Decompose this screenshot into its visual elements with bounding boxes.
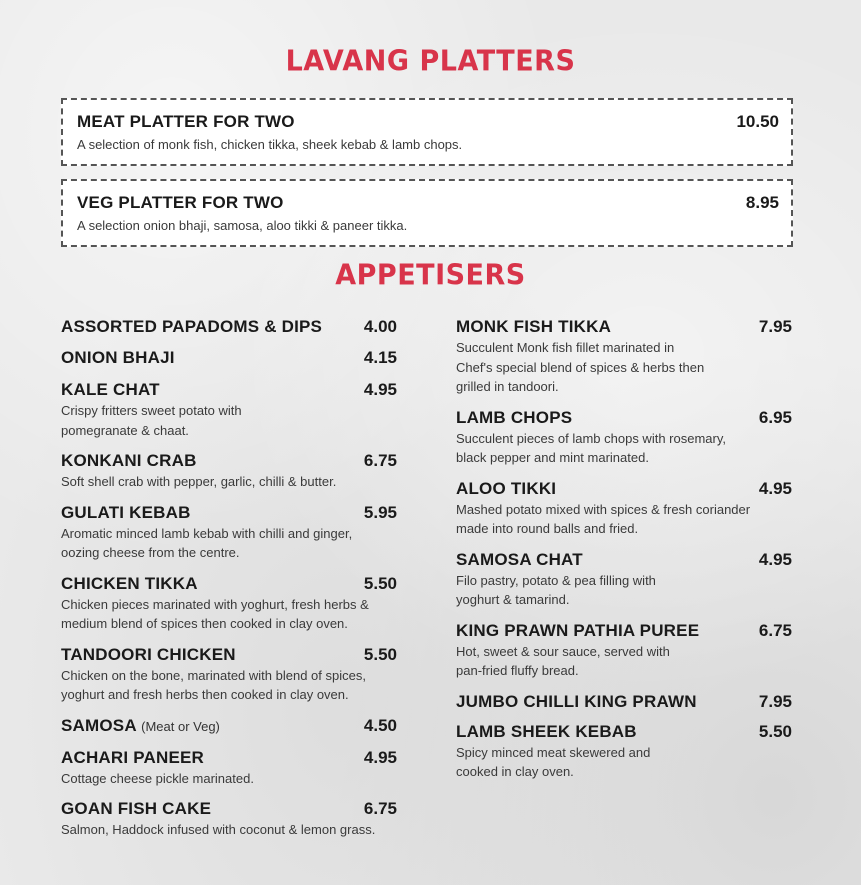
- item-name: [456, 691, 792, 712]
- item-name-text: ALOO TIKKI: [456, 478, 557, 498]
- item-description: Succulent Monk fish fillet marinated in Chef's special blend of spices & herbs then grilled in tandoori.: [456, 340, 705, 394]
- item-name: [456, 407, 792, 428]
- item-price: 4.95: [363, 380, 397, 399]
- item-name-text: KALE CHAT: [61, 380, 160, 399]
- item-description: Soft shell crab with pepper, garlic, chilli & butter.: [61, 474, 337, 489]
- item-description: Hot, sweet & sour sauce, served with pan-fried fluffy bread.: [456, 643, 670, 678]
- item-name: [456, 316, 792, 337]
- menu-item: [61, 379, 397, 440]
- item-price: 4.15: [363, 348, 397, 367]
- menu-item: [456, 316, 792, 397]
- item-name-text: LAMB CHOPS: [456, 407, 573, 427]
- item-name: [61, 747, 397, 768]
- item-name: [61, 798, 397, 819]
- item-name-text: JUMBO CHILLI KING PRAWN: [456, 691, 697, 711]
- item-description: Mashed potato mixed with spices & fresh coriander made into round balls and fried.: [456, 501, 751, 536]
- item-name: [456, 620, 792, 641]
- menu-item: [456, 407, 792, 468]
- item-name-text: KING PRAWN PATHIA PUREE: [456, 620, 700, 640]
- item-description: Chicken on the bone, marinated with blend of spices, yoghurt and fresh herbs then cooked in clay oven.: [61, 667, 366, 702]
- item-name-text: GULATI KEBAB: [61, 502, 191, 522]
- item-name: [61, 379, 397, 400]
- item-description: Spicy minced meat skewered and cooked in clay oven.: [456, 744, 651, 779]
- item-price: 4.95: [758, 549, 792, 569]
- platters-heading: LAVANG PLATTERS: [285, 45, 576, 78]
- item-price: 4.95: [758, 478, 792, 498]
- item-price: 4.95: [363, 747, 397, 767]
- item-name: [456, 478, 792, 499]
- item-price: 7.95: [758, 317, 792, 336]
- item-description: Cottage cheese pickle marinated.: [61, 770, 254, 786]
- item-price: 7.95: [758, 691, 792, 711]
- item-name: [61, 316, 397, 337]
- appetisers-left-column: [61, 316, 397, 840]
- platter-box-meat: [61, 98, 793, 166]
- item-description: Succulent pieces of lamb chops with rosemary, black pepper and mint marinated.: [456, 430, 726, 465]
- item-price: 4.00: [363, 317, 397, 336]
- item-name: [61, 502, 397, 523]
- item-name: [61, 347, 397, 368]
- menu-item: [61, 798, 397, 840]
- item-description: Salmon, Haddock infused with coconut & lemon grass.: [61, 822, 376, 837]
- menu-item: [456, 478, 792, 539]
- item-description: Filo pastry, potato & pea filling with yoghurt & tamarind.: [456, 572, 656, 607]
- item-name-text: GOAN FISH CAKE: [61, 799, 212, 818]
- item-name-text: SAMOSA CHAT: [456, 549, 583, 569]
- item-price: 5.95: [363, 502, 397, 522]
- item-description: Crispy fritters sweet potato with pomegranate & chaat.: [61, 403, 242, 438]
- menu-item: [456, 620, 792, 681]
- item-price: 6.75: [758, 620, 792, 640]
- item-description: Aromatic minced lamb kebab with chilli and ginger, oozing cheese from the centre.: [61, 525, 353, 560]
- menu-item: [61, 316, 397, 337]
- menu-item: [61, 347, 397, 368]
- item-name: [61, 573, 397, 594]
- platter-name: VEG PLATTER FOR TWO: [77, 193, 284, 212]
- item-price: 5.50: [363, 644, 397, 664]
- platter-name: MEAT PLATTER FOR TWO: [77, 112, 295, 131]
- platter-description: A selection of monk fish, chicken tikka, sheek kebab & lamb chops.: [77, 137, 463, 152]
- platter-price: 8.95: [745, 193, 779, 212]
- appetisers-heading: APPETISERS: [335, 259, 526, 292]
- platter-description: A selection onion bhaji, samosa, aloo tikki & paneer tikka.: [77, 218, 408, 233]
- menu-item: [61, 747, 397, 789]
- menu-item: [61, 502, 397, 563]
- item-name: [61, 644, 397, 665]
- item-price: 5.50: [363, 573, 397, 593]
- item-name-text: KONKANI CRAB: [61, 451, 197, 470]
- item-name-text: ONION BHAJI: [61, 348, 175, 367]
- item-name-text: LAMB SHEEK KEBAB: [456, 721, 637, 741]
- menu-item: [456, 549, 792, 610]
- item-name: [456, 721, 792, 742]
- item-price: 6.75: [363, 451, 397, 470]
- item-name-text: SAMOSA: [61, 715, 137, 735]
- item-price: 4.50: [363, 715, 397, 735]
- item-name-text: ASSORTED PAPADOMS & DIPS: [61, 317, 323, 336]
- item-name: [61, 450, 397, 471]
- platter-price: 10.50: [736, 112, 779, 131]
- item-description: Chicken pieces marinated with yoghurt, fresh herbs & medium blend of spices then cooked in clay oven.: [61, 596, 369, 631]
- menu-item: [456, 721, 792, 782]
- menu-item: [61, 450, 397, 492]
- platter-box-veg: [61, 179, 793, 247]
- item-name: [61, 715, 397, 737]
- item-price: 6.75: [363, 799, 397, 818]
- menu-item: [61, 644, 397, 705]
- menu-item: [61, 715, 397, 737]
- item-name-text: CHICKEN TIKKA: [61, 573, 198, 593]
- item-price: 5.50: [758, 721, 792, 741]
- item-name-text: MONK FISH TIKKA: [456, 317, 612, 336]
- item-note: (Meat or Veg): [141, 718, 220, 734]
- appetisers-right-column: [456, 316, 792, 782]
- item-name-text: ACHARI PANEER: [61, 747, 205, 767]
- item-name: [456, 549, 792, 570]
- item-name-text: TANDOORI CHICKEN: [61, 644, 236, 664]
- menu-item: [61, 573, 397, 634]
- menu-item: [456, 691, 792, 712]
- item-price: 6.95: [758, 407, 792, 427]
